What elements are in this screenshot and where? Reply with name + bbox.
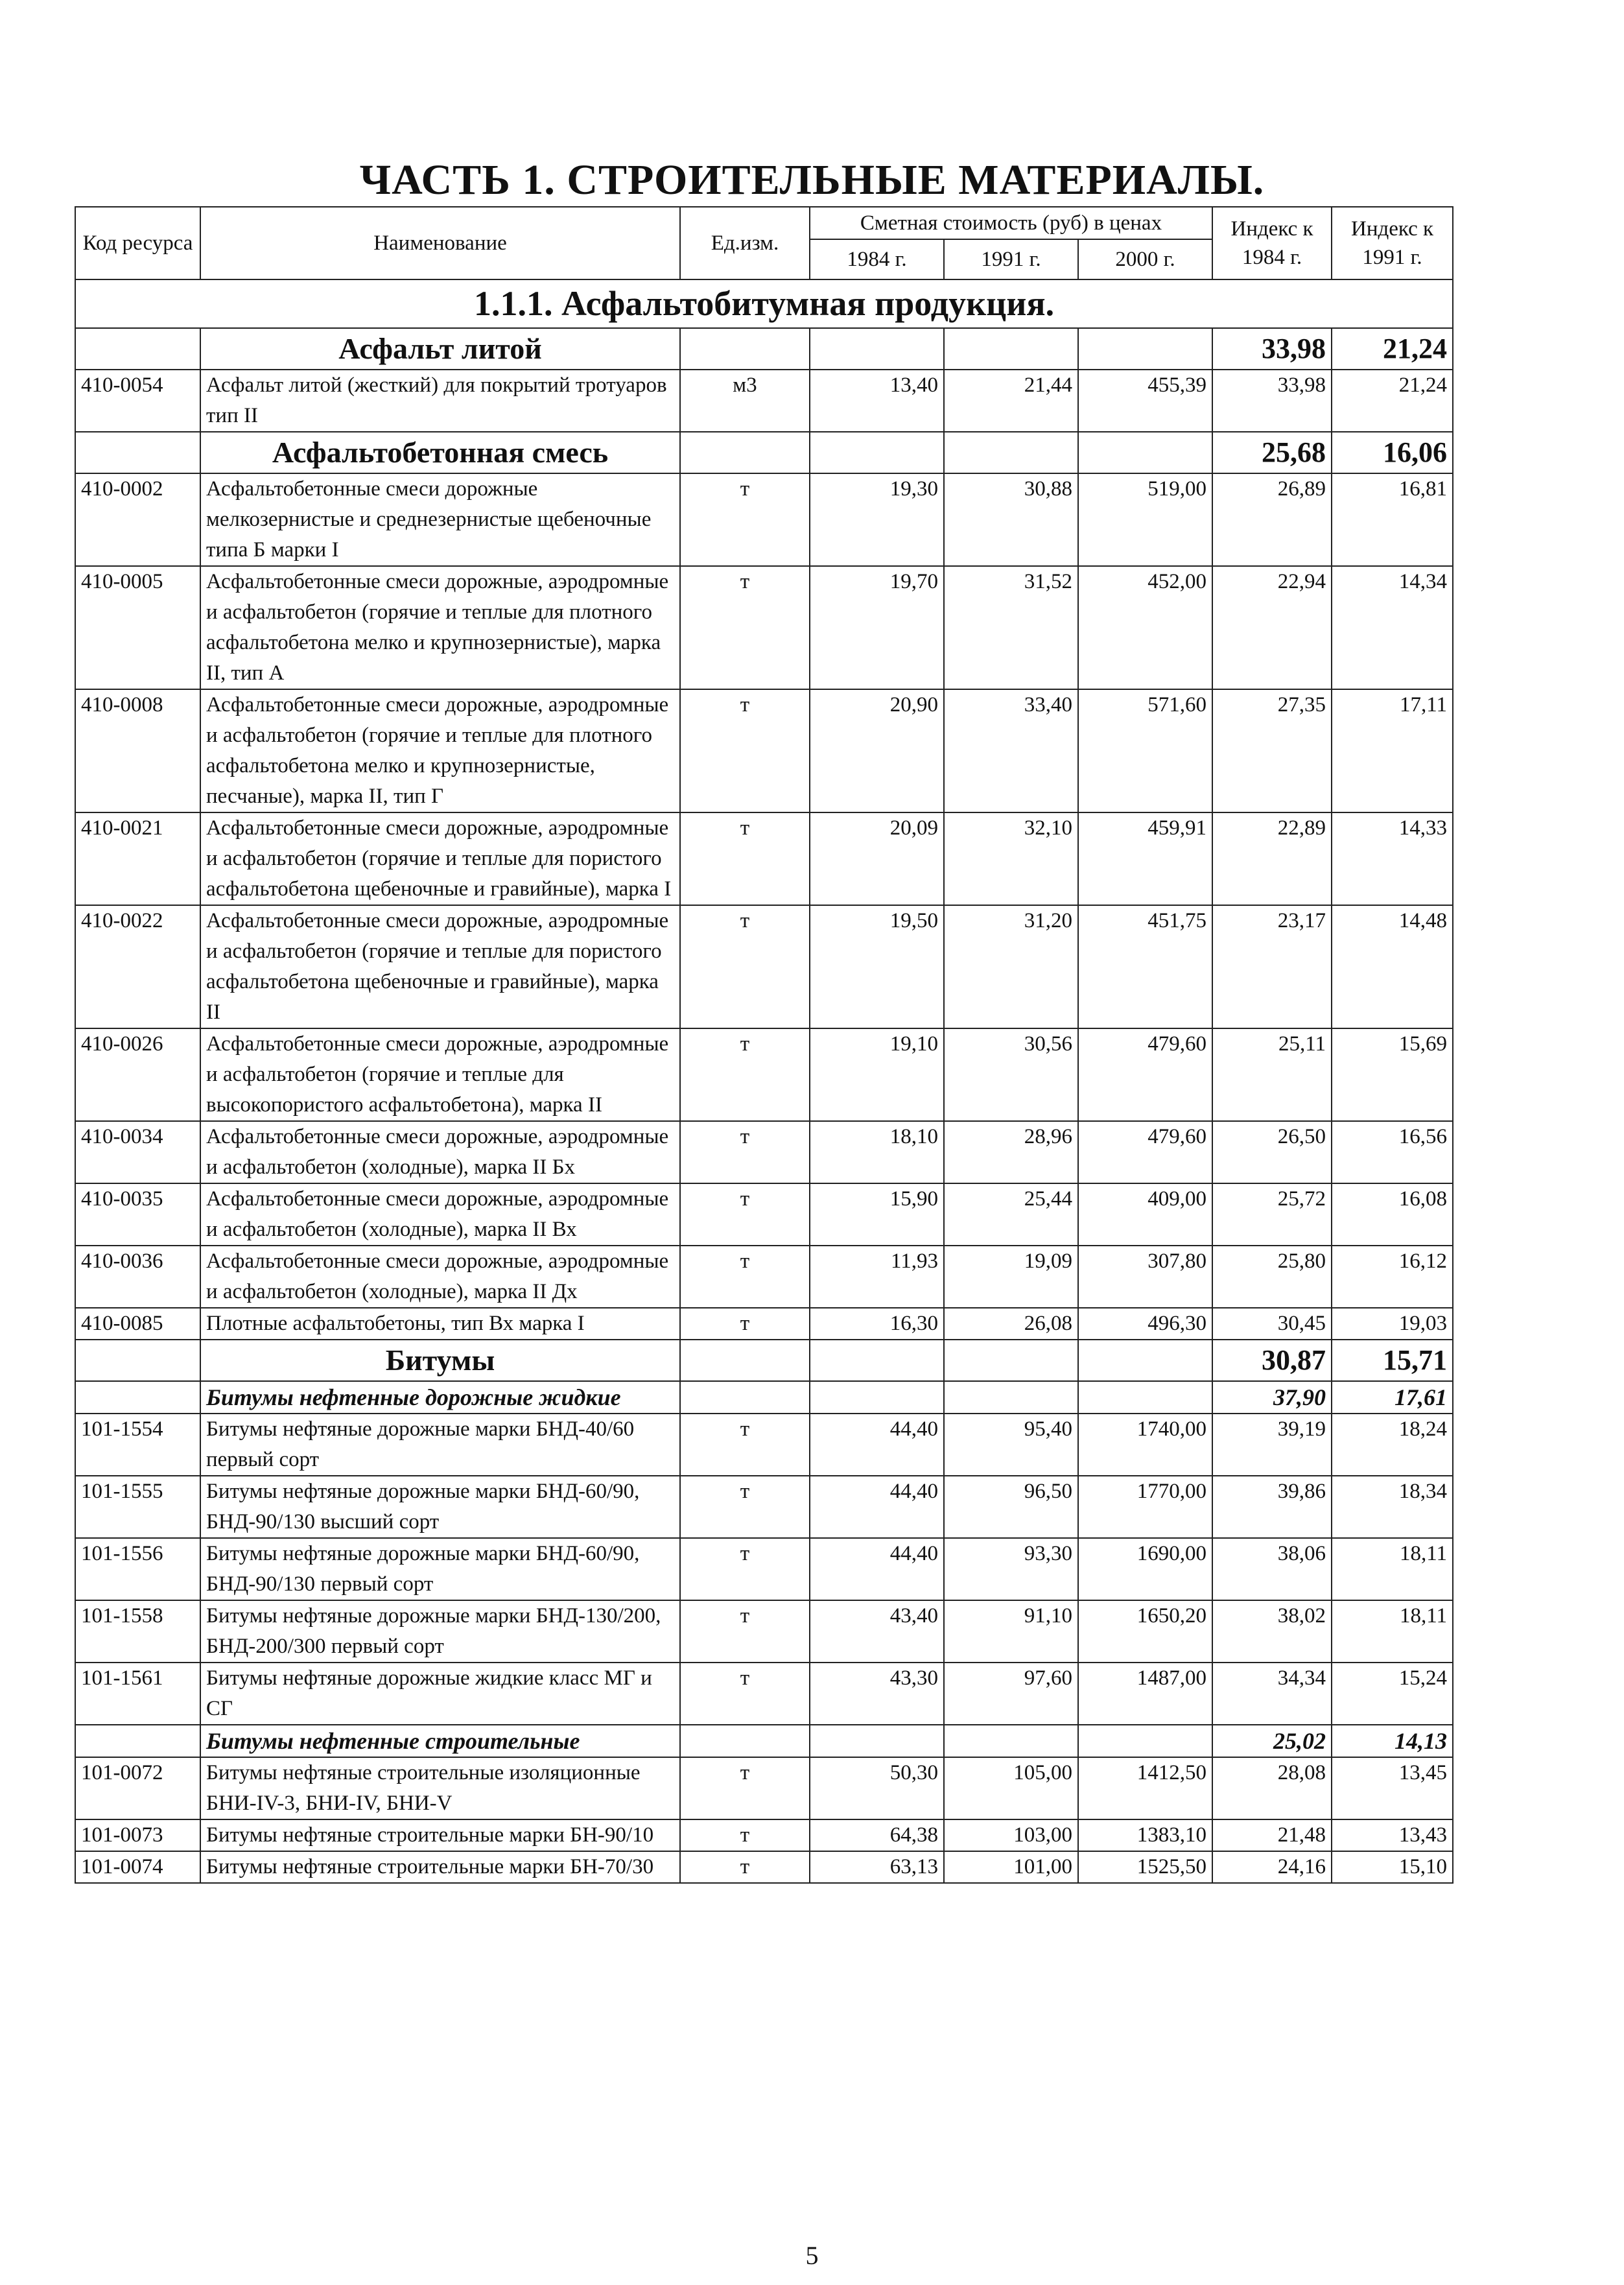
price-2000: 1770,00 bbox=[1078, 1476, 1212, 1538]
unit: т bbox=[680, 1414, 810, 1476]
price-2000: 409,00 bbox=[1078, 1183, 1212, 1246]
index-1991: 18,24 bbox=[1332, 1414, 1453, 1476]
table-row bbox=[75, 1600, 1453, 1663]
table-row bbox=[75, 1663, 1453, 1725]
price-1984: 43,30 bbox=[810, 1663, 944, 1725]
resource-name: Асфальтобетонные смеси дорожные, аэродромные и асфальтобетон (горячие и теплые для высокопористого асфальтобетона), марка II bbox=[200, 1028, 680, 1121]
empty-cell bbox=[1078, 328, 1212, 370]
index-1991: 13,43 bbox=[1332, 1819, 1453, 1851]
resource-name: Асфальтобетонные смеси дорожные, аэродромные и асфальтобетон (холодные), марка II Вх bbox=[200, 1183, 680, 1246]
unit: т bbox=[680, 1663, 810, 1725]
price-1984: 44,40 bbox=[810, 1414, 944, 1476]
price-1991: 101,00 bbox=[944, 1851, 1078, 1883]
resource-code: 410-0054 bbox=[75, 370, 200, 432]
price-2000: 571,60 bbox=[1078, 689, 1212, 812]
table-row bbox=[75, 370, 1453, 432]
group-index-1984: 30,87 bbox=[1212, 1340, 1332, 1381]
index-1984: 25,11 bbox=[1212, 1028, 1332, 1121]
resource-code: 410-0035 bbox=[75, 1183, 200, 1246]
resource-code: 410-0002 bbox=[75, 473, 200, 566]
unit: т bbox=[680, 1476, 810, 1538]
unit: т bbox=[680, 1851, 810, 1883]
resource-code: 101-1556 bbox=[75, 1538, 200, 1600]
price-2000: 455,39 bbox=[1078, 370, 1212, 432]
index-1984: 24,16 bbox=[1212, 1851, 1332, 1883]
empty-cell bbox=[75, 1340, 200, 1381]
table-row bbox=[75, 473, 1453, 566]
price-1984: 13,40 bbox=[810, 370, 944, 432]
price-1991: 30,88 bbox=[944, 473, 1078, 566]
resource-code: 410-0022 bbox=[75, 905, 200, 1028]
price-1991: 91,10 bbox=[944, 1600, 1078, 1663]
empty-cell bbox=[1078, 1381, 1212, 1414]
price-1984: 19,50 bbox=[810, 905, 944, 1028]
price-1991: 19,09 bbox=[944, 1246, 1078, 1308]
group-index-1984: 37,90 bbox=[1212, 1381, 1332, 1414]
group-index-1991: 16,06 bbox=[1332, 432, 1453, 473]
resource-code: 101-0074 bbox=[75, 1851, 200, 1883]
empty-cell bbox=[680, 328, 810, 370]
empty-cell bbox=[680, 1340, 810, 1381]
price-1984: 19,70 bbox=[810, 566, 944, 689]
table-row bbox=[75, 689, 1453, 812]
price-1991: 33,40 bbox=[944, 689, 1078, 812]
price-1991: 26,08 bbox=[944, 1308, 1078, 1340]
header-unit: Ед.изм. bbox=[680, 207, 810, 279]
empty-cell bbox=[75, 1381, 200, 1414]
price-1991: 93,30 bbox=[944, 1538, 1078, 1600]
index-1984: 22,89 bbox=[1212, 812, 1332, 905]
resource-name: Битумы нефтяные дорожные марки БНД-130/200, БНД-200/300 первый сорт bbox=[200, 1600, 680, 1663]
resource-name: Асфальтобетонные смеси дорожные мелкозернистые и среднезернистые щебеночные типа Б марки I bbox=[200, 473, 680, 566]
index-1984: 38,02 bbox=[1212, 1600, 1332, 1663]
group-name: Битумы bbox=[200, 1340, 680, 1381]
resource-name: Битумы нефтяные строительные марки БН-70/30 bbox=[200, 1851, 680, 1883]
group-index-1991: 15,71 bbox=[1332, 1340, 1453, 1381]
empty-cell bbox=[1078, 1725, 1212, 1757]
empty-cell bbox=[680, 432, 810, 473]
group-name: Асфальтобетонная смесь bbox=[200, 432, 680, 473]
resource-code: 101-1554 bbox=[75, 1414, 200, 1476]
empty-cell bbox=[75, 328, 200, 370]
index-1984: 39,86 bbox=[1212, 1476, 1332, 1538]
unit: т bbox=[680, 905, 810, 1028]
price-1991: 21,44 bbox=[944, 370, 1078, 432]
table-row bbox=[75, 1183, 1453, 1246]
unit: т bbox=[680, 1757, 810, 1819]
resource-name: Асфальтобетонные смеси дорожные, аэродромные и асфальтобетон (холодные), марка II Дх bbox=[200, 1246, 680, 1308]
unit: т bbox=[680, 1538, 810, 1600]
index-1991: 14,34 bbox=[1332, 566, 1453, 689]
price-2000: 1650,20 bbox=[1078, 1600, 1212, 1663]
resource-name: Асфальт литой (жесткий) для покрытий тротуаров тип II bbox=[200, 370, 680, 432]
price-1984: 20,09 bbox=[810, 812, 944, 905]
table-row bbox=[75, 1538, 1453, 1600]
price-2000: 519,00 bbox=[1078, 473, 1212, 566]
table-row bbox=[75, 1414, 1453, 1476]
index-1984: 38,06 bbox=[1212, 1538, 1332, 1600]
price-1991: 31,20 bbox=[944, 905, 1078, 1028]
group-row bbox=[75, 328, 1453, 370]
table-row bbox=[75, 1851, 1453, 1883]
resource-name: Асфальтобетонные смеси дорожные, аэродромные и асфальтобетон (горячие и теплые для пористого асфальтобетона щебеночные и гравийные), марка I bbox=[200, 812, 680, 905]
empty-cell bbox=[944, 1381, 1078, 1414]
index-1984: 25,72 bbox=[1212, 1183, 1332, 1246]
header-1991: 1991 г. bbox=[944, 239, 1078, 279]
index-1991: 16,81 bbox=[1332, 473, 1453, 566]
price-2000: 1740,00 bbox=[1078, 1414, 1212, 1476]
resource-code: 101-0073 bbox=[75, 1819, 200, 1851]
resource-code: 410-0021 bbox=[75, 812, 200, 905]
unit: т bbox=[680, 473, 810, 566]
table-row bbox=[75, 812, 1453, 905]
price-1984: 64,38 bbox=[810, 1819, 944, 1851]
index-1984: 30,45 bbox=[1212, 1308, 1332, 1340]
resource-code: 101-1561 bbox=[75, 1663, 200, 1725]
index-1991: 16,08 bbox=[1332, 1183, 1453, 1246]
unit: т bbox=[680, 1121, 810, 1183]
price-2000: 496,30 bbox=[1078, 1308, 1212, 1340]
resource-name: Битумы нефтяные дорожные марки БНД-40/60 первый сорт bbox=[200, 1414, 680, 1476]
empty-cell bbox=[810, 1381, 944, 1414]
index-1991: 18,34 bbox=[1332, 1476, 1453, 1538]
price-1991: 30,56 bbox=[944, 1028, 1078, 1121]
page-number: 5 bbox=[805, 2241, 819, 2270]
empty-cell bbox=[944, 328, 1078, 370]
price-1991: 95,40 bbox=[944, 1414, 1078, 1476]
group-index-1991: 21,24 bbox=[1332, 328, 1453, 370]
price-2000: 459,91 bbox=[1078, 812, 1212, 905]
resource-name: Асфальтобетонные смеси дорожные, аэродромные и асфальтобетон (горячие и теплые для пористого асфальтобетона щебеночные и гравийные), марка II bbox=[200, 905, 680, 1028]
price-1984: 63,13 bbox=[810, 1851, 944, 1883]
index-1991: 17,11 bbox=[1332, 689, 1453, 812]
resource-name: Плотные асфальтобетоны, тип Вх марка I bbox=[200, 1308, 680, 1340]
resource-name: Асфальтобетонные смеси дорожные, аэродромные и асфальтобетон (горячие и теплые для плотного асфальтобетона мелко и крупнозернистые, песчаные), марка II, тип Г bbox=[200, 689, 680, 812]
empty-cell bbox=[1078, 1340, 1212, 1381]
unit: т bbox=[680, 1028, 810, 1121]
resource-name: Битумы нефтяные строительные марки БН-90/10 bbox=[200, 1819, 680, 1851]
section-title: 1.1.1. Асфальтобитумная продукция. bbox=[75, 279, 1453, 328]
unit: т bbox=[680, 1308, 810, 1340]
empty-cell bbox=[810, 432, 944, 473]
subgroup-row bbox=[75, 1725, 1453, 1757]
header-code: Код ресурса bbox=[75, 207, 200, 279]
index-1991: 14,48 bbox=[1332, 905, 1453, 1028]
price-2000: 307,80 bbox=[1078, 1246, 1212, 1308]
index-1991: 19,03 bbox=[1332, 1308, 1453, 1340]
unit: т bbox=[680, 812, 810, 905]
resource-name: Битумы нефтяные строительные изоляционные БНИ-IV-3, БНИ-IV, БНИ-V bbox=[200, 1757, 680, 1819]
index-1984: 23,17 bbox=[1212, 905, 1332, 1028]
price-2000: 479,60 bbox=[1078, 1121, 1212, 1183]
price-1984: 43,40 bbox=[810, 1600, 944, 1663]
group-name: Асфальт литой bbox=[200, 328, 680, 370]
price-2000: 1690,00 bbox=[1078, 1538, 1212, 1600]
table-row bbox=[75, 1028, 1453, 1121]
empty-cell bbox=[810, 1725, 944, 1757]
subgroup-row bbox=[75, 1381, 1453, 1414]
table-row bbox=[75, 566, 1453, 689]
price-1984: 44,40 bbox=[810, 1538, 944, 1600]
resource-code: 410-0008 bbox=[75, 689, 200, 812]
header-index-1984: Индекс к 1984 г. bbox=[1212, 207, 1332, 279]
price-table bbox=[75, 206, 1453, 1884]
table-row bbox=[75, 1121, 1453, 1183]
index-1984: 26,50 bbox=[1212, 1121, 1332, 1183]
index-1984: 34,34 bbox=[1212, 1663, 1332, 1725]
page-title: ЧАСТЬ 1. СТРОИТЕЛЬНЫЕ МАТЕРИАЛЫ. bbox=[359, 156, 1265, 204]
empty-cell bbox=[1078, 432, 1212, 473]
resource-code: 101-1555 bbox=[75, 1476, 200, 1538]
price-1984: 19,30 bbox=[810, 473, 944, 566]
table-row bbox=[75, 905, 1453, 1028]
empty-cell bbox=[75, 432, 200, 473]
index-1991: 13,45 bbox=[1332, 1757, 1453, 1819]
table-row bbox=[75, 1308, 1453, 1340]
index-1984: 21,48 bbox=[1212, 1819, 1332, 1851]
price-2000: 1525,50 bbox=[1078, 1851, 1212, 1883]
unit: м3 bbox=[680, 370, 810, 432]
price-1991: 32,10 bbox=[944, 812, 1078, 905]
price-1984: 18,10 bbox=[810, 1121, 944, 1183]
resource-name: Асфальтобетонные смеси дорожные, аэродромные и асфальтобетон (холодные), марка II Бх bbox=[200, 1121, 680, 1183]
index-1991: 21,24 bbox=[1332, 370, 1453, 432]
price-1991: 103,00 bbox=[944, 1819, 1078, 1851]
index-1991: 16,12 bbox=[1332, 1246, 1453, 1308]
index-1991: 15,69 bbox=[1332, 1028, 1453, 1121]
price-1991: 96,50 bbox=[944, 1476, 1078, 1538]
price-1984: 50,30 bbox=[810, 1757, 944, 1819]
group-row bbox=[75, 1340, 1453, 1381]
index-1991: 14,33 bbox=[1332, 812, 1453, 905]
empty-cell bbox=[944, 432, 1078, 473]
price-1984: 11,93 bbox=[810, 1246, 944, 1308]
empty-cell bbox=[680, 1725, 810, 1757]
group-index-1984: 33,98 bbox=[1212, 328, 1332, 370]
table-row bbox=[75, 1476, 1453, 1538]
index-1984: 33,98 bbox=[1212, 370, 1332, 432]
resource-name: Асфальтобетонные смеси дорожные, аэродромные и асфальтобетон (горячие и теплые для плотного асфальтобетона мелко и крупнозернистые), марка II, тип А bbox=[200, 566, 680, 689]
resource-name: Битумы нефтяные дорожные марки БНД-60/90, БНД-90/130 высший сорт bbox=[200, 1476, 680, 1538]
resource-code: 410-0085 bbox=[75, 1308, 200, 1340]
unit: т bbox=[680, 566, 810, 689]
price-2000: 479,60 bbox=[1078, 1028, 1212, 1121]
price-1991: 25,44 bbox=[944, 1183, 1078, 1246]
price-2000: 1383,10 bbox=[1078, 1819, 1212, 1851]
table-row bbox=[75, 1819, 1453, 1851]
index-1984: 22,94 bbox=[1212, 566, 1332, 689]
header-name: Наименование bbox=[200, 207, 680, 279]
resource-name: Битумы нефтяные дорожные жидкие класс МГ и СГ bbox=[200, 1663, 680, 1725]
subgroup-name: Битумы нефтенные строительные bbox=[200, 1725, 680, 1757]
empty-cell bbox=[944, 1340, 1078, 1381]
header-1984: 1984 г. bbox=[810, 239, 944, 279]
table-row bbox=[75, 1246, 1453, 1308]
group-index-1984: 25,02 bbox=[1212, 1725, 1332, 1757]
price-1984: 19,10 bbox=[810, 1028, 944, 1121]
price-1991: 105,00 bbox=[944, 1757, 1078, 1819]
empty-cell bbox=[810, 328, 944, 370]
index-1984: 27,35 bbox=[1212, 689, 1332, 812]
empty-cell bbox=[75, 1725, 200, 1757]
price-1991: 28,96 bbox=[944, 1121, 1078, 1183]
price-1991: 97,60 bbox=[944, 1663, 1078, 1725]
unit: т bbox=[680, 689, 810, 812]
group-index-1991: 17,61 bbox=[1332, 1381, 1453, 1414]
price-1984: 44,40 bbox=[810, 1476, 944, 1538]
price-1984: 15,90 bbox=[810, 1183, 944, 1246]
resource-code: 410-0036 bbox=[75, 1246, 200, 1308]
resource-code: 101-0072 bbox=[75, 1757, 200, 1819]
index-1984: 25,80 bbox=[1212, 1246, 1332, 1308]
index-1984: 28,08 bbox=[1212, 1757, 1332, 1819]
index-1991: 15,10 bbox=[1332, 1851, 1453, 1883]
unit: т bbox=[680, 1246, 810, 1308]
group-index-1991: 14,13 bbox=[1332, 1725, 1453, 1757]
subgroup-name: Битумы нефтенные дорожные жидкие bbox=[200, 1381, 680, 1414]
index-1991: 18,11 bbox=[1332, 1538, 1453, 1600]
table-row bbox=[75, 1757, 1453, 1819]
resource-code: 410-0026 bbox=[75, 1028, 200, 1121]
group-index-1984: 25,68 bbox=[1212, 432, 1332, 473]
price-1984: 20,90 bbox=[810, 689, 944, 812]
unit: т bbox=[680, 1183, 810, 1246]
price-2000: 451,75 bbox=[1078, 905, 1212, 1028]
index-1991: 16,56 bbox=[1332, 1121, 1453, 1183]
header-index-1991: Индекс к 1991 г. bbox=[1332, 207, 1453, 279]
price-2000: 452,00 bbox=[1078, 566, 1212, 689]
group-row bbox=[75, 432, 1453, 473]
resource-code: 410-0005 bbox=[75, 566, 200, 689]
resource-code: 101-1558 bbox=[75, 1600, 200, 1663]
empty-cell bbox=[944, 1725, 1078, 1757]
empty-cell bbox=[680, 1381, 810, 1414]
header-2000: 2000 г. bbox=[1078, 239, 1212, 279]
index-1984: 26,89 bbox=[1212, 473, 1332, 566]
unit: т bbox=[680, 1819, 810, 1851]
price-1991: 31,52 bbox=[944, 566, 1078, 689]
resource-code: 410-0034 bbox=[75, 1121, 200, 1183]
price-2000: 1412,50 bbox=[1078, 1757, 1212, 1819]
price-1984: 16,30 bbox=[810, 1308, 944, 1340]
index-1991: 18,11 bbox=[1332, 1600, 1453, 1663]
price-2000: 1487,00 bbox=[1078, 1663, 1212, 1725]
header-cost-group: Сметная стоимость (руб) в ценах bbox=[810, 207, 1212, 239]
resource-name: Битумы нефтяные дорожные марки БНД-60/90, БНД-90/130 первый сорт bbox=[200, 1538, 680, 1600]
empty-cell bbox=[810, 1340, 944, 1381]
index-1991: 15,24 bbox=[1332, 1663, 1453, 1725]
index-1984: 39,19 bbox=[1212, 1414, 1332, 1476]
unit: т bbox=[680, 1600, 810, 1663]
